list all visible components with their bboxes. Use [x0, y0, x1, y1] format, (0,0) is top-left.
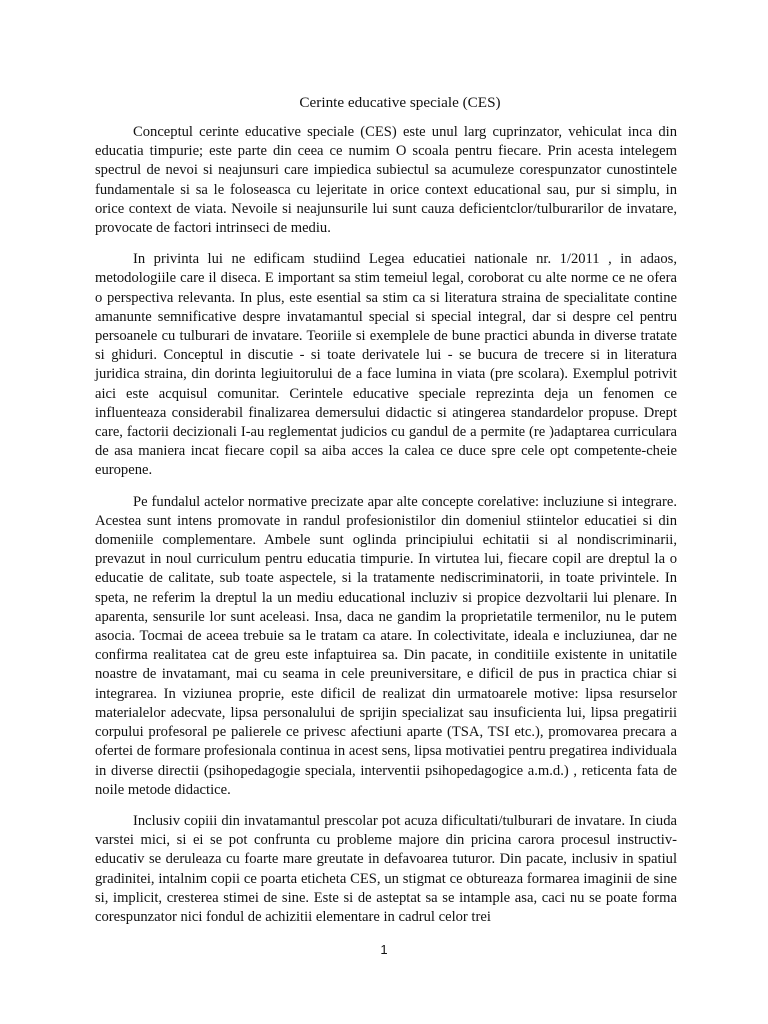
- paragraph-1: Conceptul cerinte educative speciale (CES) este unul larg cuprinzator, vehiculat inca din educatia timpurie; este parte din ceea ce numim O scoala pentru fiecare. Prin acesta intelegem spectrul de nevoi si neajunsuri care impiedica subiectul sa acumuleze corespunzator cunostintele fundamentale si sa le foloseasca cu lejeritate in orice context educational sau, pur si simplu, in orice context de viata. Nevoile si neajunsurile lui sunt cauza deficientclor/tulburarilor de invatare, provocate de factori intrinseci de mediu.: [95, 124, 677, 237]
- document-title: Cerinte educative speciale (CES): [299, 94, 501, 111]
- paragraph-4: Inclusiv copiii din invatamantul prescolar pot acuza dificultati/tulburari de invatare. In ciuda varstei mici, si ei se pot confrunta cu probleme majore din pricina carora procesul instructiv-educativ se deruleaza cu foarte mare greutate in defavoarea tuturor. Din pacate, inclusiv in spatiul gradinitei, intalnim copii ce poarta eticheta CES, un stigmat ce obtureaza formarea imaginii de sine si, implicit, cresterea stimei de sine. Este si de asteptat sa se intample asa, caci nu se poate forma corespunzator nici fondul de achizitii elementare in cadrul celor trei: [95, 812, 677, 925]
- paragraph-3: Pe fundalul actelor normative precizate apar alte concepte corelative: incluziune si integrare. Acestea sunt intens promovate in randul profesionistilor din domeniul stiintelor educatiei si din domeniile complementare. Ambele sunt oglinda principiului echitatii si al nondiscriminarii, prevazut in noul curriculum pentru educatia timpurie. In virtutea lui, fiecare copil are dreptul la o educatie de calitate, sub toate aspectele, si la tratamente nediscriminatorii, in toate privintele. In speta, ne referim la dreptul la un mediu educational incluziv si propice dezvoltarii lui plenare. In aparenta, sensurile lor sunt aceleasi. Insa, daca ne gandim la proprietatile termenilor, nu le putem asocia. Tocmai de aceea trebuie sa le tratam ca atare. In colectivitate, ideala e incluziunea, dar ne confirma realitatea cat de greu este infaptuirea sa. Din pacate, in conditiile existente in unitatile noastre de invatamant, mai cu seama in cele preuniversitare, e dificil de pus in practica chiar si integrarea. In viziunea proprie, este dificil de realizat din urmatoarele motive: lipsa resurselor materialelor adecvate, lipsa personalului de sprijin specializat sau insuficienta lui, lipsa pregatirii corpului profesoral pe palierele ce privesc afectiuni aparte (TSA, TSI etc.), promovarea precara a ofertei de formare profesionala continua in acest sens, lipsa motivatiei pentru pregatirea individuala in diverse directii (psihopedagogie speciala, interventii psihopedagogice a.m.d.) , reticenta fata de noile metode didactice.: [95, 493, 677, 798]
- paragraph-2: In privinta lui ne edificam studiind Legea educatiei nationale nr. 1/2011 , in adaos, metodologiile care il diseca. E important sa stim temeiul legal, coroborat cu alte norme ce ne ofera o perspectiva relevanta. In plus, este esential sa stim ca si literatura straina de specialitate contine amanunte semnificative despre invatamantul special si special integral, dar si despre cel pentru persoanele cu tulburari de invatare. Teoriile si exemplele de bune practici abunda in diverse tratate si ghiduri. Conceptul in discutie - si toate derivatele lui - se bucura de trecere si in literatura juridica straina, din dorinta legiuitorului de a face lumina in viata (pre scolara). Exemplul potrivit aici este acquisul comunitar. Cerintele educative speciale reprezinta deja un fenomen ce influenteaza considerabil finalizarea demersului didactic si atingerea standardelor propuse. Drept care, factorii decizionali I-au reglementat judicios cu gandul de a permite (re )adaptarea curriculara de asa maniera incat fiecare copil sa aiba acces la calea ce duce spre cele opt competente-cheie europene.: [95, 251, 677, 479]
- page-number: 1: [380, 942, 388, 957]
- document-body: [95, 123, 677, 939]
